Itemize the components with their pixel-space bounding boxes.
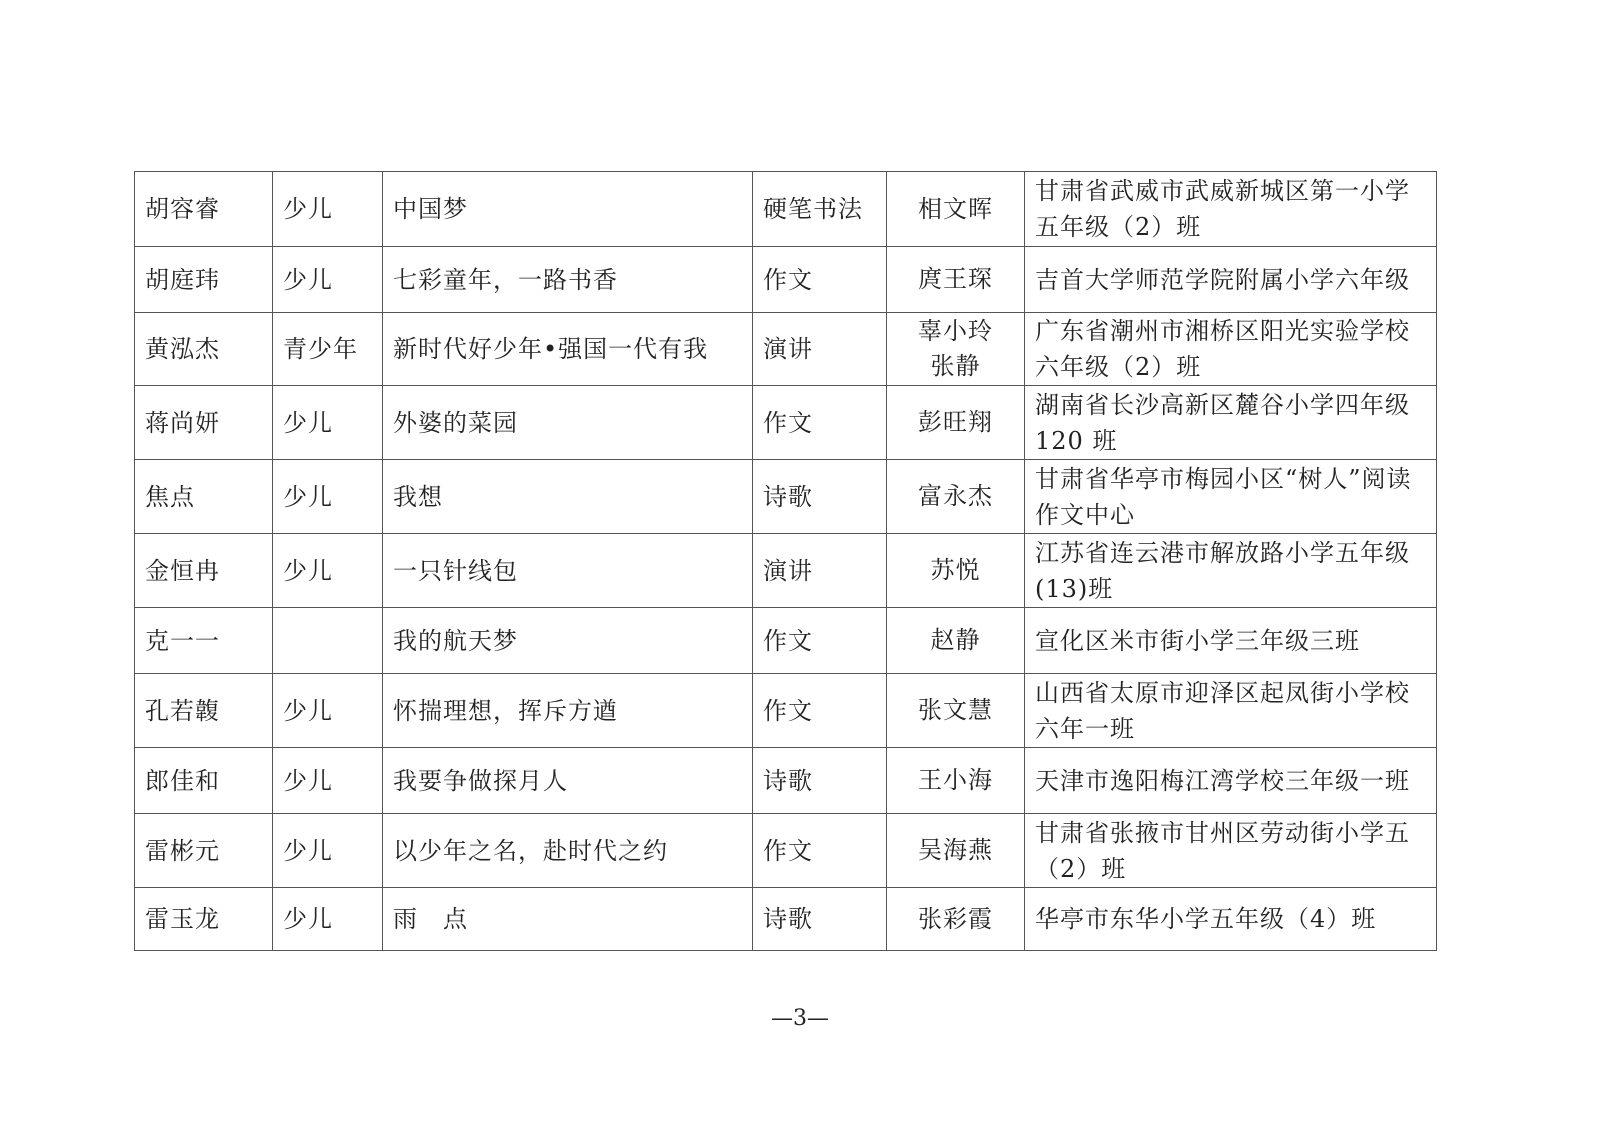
cell-work-title: 雨 点 [383,888,753,951]
school-name: 江苏省连云港市解放路小学五年级(13)班 [1035,538,1410,603]
cell-student-name: 雷彬元 [135,814,273,888]
cell-work-title: 我的航天梦 [383,608,753,674]
cell-age-group: 青少年 [273,313,383,386]
school-name: 甘肃省华亭市梅园小区“树人”阅读作文中心 [1035,464,1412,529]
cell-student-name: 孔若䪖 [135,674,273,748]
cell-school [1025,460,1437,534]
page-number: —3— [771,1006,829,1031]
table-row [135,534,1437,608]
cell-teacher [887,313,1025,386]
school-name: 天津市逸阳梅江湾学校三年级一班 [1035,766,1410,795]
teacher-name: 辜小玲 [918,317,993,345]
school-name: 甘肃省武威市武威新城区第一小学五年级（2）班 [1035,177,1410,241]
teacher-name: 张静 [930,352,981,380]
cell-work-title: 怀揣理想，挥斥方遒 [383,674,753,748]
school-name: 湖南省长沙高新区麓谷小学四年级120 班 [1035,390,1410,455]
teacher-name: 吴海燕 [918,836,993,864]
cell-work-title: 中国梦 [383,172,753,247]
table-row [135,460,1437,534]
award-roster-table [134,171,1437,951]
school-name: 山西省太原市迎泽区起凤街小学校六年一班 [1035,678,1410,743]
cell-age-group: 少儿 [273,460,383,534]
cell-teacher [887,247,1025,313]
cell-work-title: 我想 [383,460,753,534]
cell-category: 演讲 [753,534,887,608]
cell-category: 诗歌 [753,748,887,814]
cell-category: 诗歌 [753,888,887,951]
cell-student-name: 黄泓杰 [135,313,273,386]
school-name: 华亭市东华小学五年级（4）班 [1035,905,1377,933]
cell-work-title: 外婆的菜园 [383,386,753,460]
table-row [135,247,1437,313]
cell-age-group [273,608,383,674]
table-row [135,814,1437,888]
cell-teacher [887,888,1025,951]
cell-school [1025,888,1437,951]
table-row [135,386,1437,460]
cell-category: 作文 [753,608,887,674]
cell-category: 硬笔书法 [753,172,887,247]
cell-work-title: 以少年之名，赴时代之约 [383,814,753,888]
cell-student-name: 雷玉龙 [135,888,273,951]
cell-teacher [887,172,1025,247]
cell-student-name: 蒋尚妍 [135,386,273,460]
cell-student-name: 金恒冉 [135,534,273,608]
cell-school [1025,386,1437,460]
cell-school [1025,534,1437,608]
cell-age-group: 少儿 [273,888,383,951]
school-name: 广东省潮州市湘桥区阳光实验学校六年级（2）班 [1035,317,1410,381]
school-name: 吉首大学师范学院附属小学六年级 [1035,265,1410,294]
cell-school [1025,172,1437,247]
cell-age-group: 少儿 [273,534,383,608]
teacher-name: 相文晖 [918,194,993,223]
cell-student-name: 郎佳和 [135,748,273,814]
cell-work-title: 新时代好少年•强国一代有我 [383,313,753,386]
cell-school [1025,814,1437,888]
cell-work-title: 我要争做探月人 [383,748,753,814]
cell-category: 作文 [753,386,887,460]
teacher-name: 苏悦 [930,556,981,584]
cell-student-name: 克一一 [135,608,273,674]
cell-student-name: 胡庭玮 [135,247,273,313]
cell-teacher [887,460,1025,534]
school-name: 宣化区米市街小学三年级三班 [1035,626,1360,655]
teacher-name: 张文慧 [918,696,993,724]
cell-teacher [887,386,1025,460]
teacher-name: 张彩霞 [918,904,993,933]
teacher-name: 赵静 [930,626,981,654]
cell-school [1025,247,1437,313]
teacher-name: 彭旺翔 [918,408,993,436]
cell-age-group: 少儿 [273,172,383,247]
cell-work-title: 一只针线包 [383,534,753,608]
cell-category: 诗歌 [753,460,887,534]
cell-work-title: 七彩童年，一路书香 [383,247,753,313]
cell-school [1025,608,1437,674]
cell-school [1025,313,1437,386]
school-name: 甘肃省张掖市甘州区劳动街小学五（2）班 [1035,818,1410,883]
cell-category: 作文 [753,674,887,748]
cell-category: 作文 [753,814,887,888]
table-row [135,313,1437,386]
cell-teacher [887,748,1025,814]
teacher-name: 富永杰 [918,482,993,510]
cell-age-group: 少儿 [273,814,383,888]
table-row [135,172,1437,247]
cell-student-name: 焦点 [135,460,273,534]
cell-teacher [887,608,1025,674]
cell-category: 作文 [753,247,887,313]
teacher-name: 王小海 [918,766,993,794]
cell-teacher [887,814,1025,888]
cell-category: 演讲 [753,313,887,386]
cell-age-group: 少儿 [273,247,383,313]
cell-student-name: 胡容睿 [135,172,273,247]
cell-teacher [887,674,1025,748]
table-row [135,674,1437,748]
cell-age-group: 少儿 [273,674,383,748]
cell-age-group: 少儿 [273,748,383,814]
table-row [135,608,1437,674]
cell-school [1025,748,1437,814]
table-row [135,888,1437,951]
cell-age-group: 少儿 [273,386,383,460]
teacher-name: 庹王琛 [918,265,993,293]
table-row [135,748,1437,814]
cell-school [1025,674,1437,748]
cell-teacher [887,534,1025,608]
